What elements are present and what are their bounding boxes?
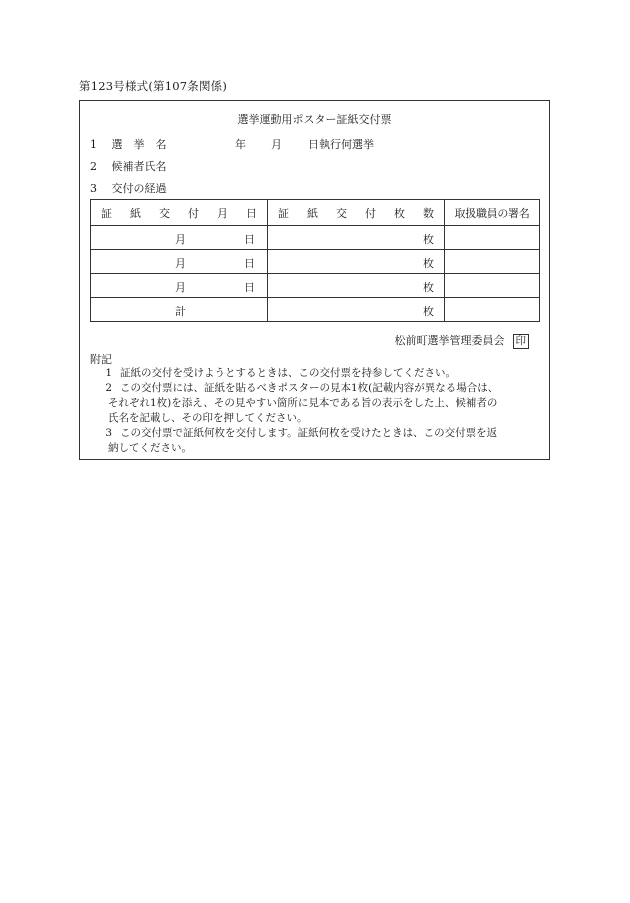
committee-name: 松前町選挙管理委員会 [394,334,505,347]
note-text: この交付票には、証紙を貼るべきポスターの見本1枚(記載内容が異なる場合は、 [120,382,499,394]
header-char: 交 [336,206,347,220]
month-unit: 月 [175,233,186,246]
note-item [90,366,545,381]
note-text: 証紙の交付を受けようとするときは、この交付票を持参してください。 [120,367,456,379]
date-cell [91,226,268,250]
note-text: 納してください。 [108,442,192,454]
process-number: 3 [90,182,97,195]
election-field [90,136,374,152]
table-row [91,226,540,250]
month-label: 月 [271,138,282,151]
header-char: 紙 [130,206,141,220]
header-char: 証 [278,206,289,220]
note-item [90,426,545,456]
date-cell [91,274,268,298]
committee-line [395,332,530,349]
seal-stamp: 印 [513,334,530,349]
header-char: 付 [365,206,376,220]
total-label-cell [91,298,268,322]
year-label: 年 [235,138,246,151]
sheet-unit: 枚 [423,233,434,246]
signature-cell [445,226,540,250]
total-signature-cell [445,298,540,322]
note-number: 3 [105,427,112,439]
note-item [90,381,545,426]
header-char: 付 [188,206,199,220]
sheet-unit: 枚 [423,305,434,318]
day-unit: 日 [244,281,255,294]
day-unit: 日 [244,257,255,270]
document-title: 選挙運動用ポスター証紙交付票 [237,113,392,126]
count-cell [268,226,445,250]
ticket-frame [79,100,550,460]
table-row [91,274,540,298]
process-field [90,180,167,196]
header-issue-count [268,200,445,226]
note-text: この交付票で証紙何枚を交付します。証紙何枚を受けたときは、この交付票を返 [120,427,498,439]
candidate-field [90,158,167,174]
candidate-label: 候補者氏名 [111,160,167,173]
header-char: 日 [246,206,257,220]
day-unit: 日 [244,233,255,246]
header-char: 紙 [307,206,318,220]
header-char: 枚 [394,206,405,220]
header-char: 証 [101,206,112,220]
header-char: 数 [423,206,434,220]
sheet-unit: 枚 [423,257,434,270]
header-signature: 取扱職員の署名 [445,200,540,226]
election-day-suffix: 日執行何選挙 [308,138,374,151]
note-text: それぞれ1枚)を添え、その見やすい箇所に見本である旨の表示をした上、候補者の [108,397,498,409]
month-unit: 月 [175,257,186,270]
notes-heading: 附記 [90,353,112,366]
signature-cell [445,274,540,298]
table-row [91,250,540,274]
total-label: 計 [175,305,186,318]
month-unit: 月 [175,281,186,294]
table-header-row [91,200,540,226]
election-label: 選挙名 [111,138,178,151]
sheet-unit: 枚 [423,281,434,294]
note-number: 2 [105,382,112,394]
header-issue-date [91,200,268,226]
election-number: 1 [90,138,97,151]
total-row [91,298,540,322]
candidate-number: 2 [90,160,97,173]
signature-cell [445,250,540,274]
total-count-cell [268,298,445,322]
note-text: 氏名を記載し、その印を押してください。 [108,412,308,424]
count-cell [268,250,445,274]
header-char: 交 [159,206,170,220]
form-number: 第123号様式(第107条関係) [79,79,228,93]
count-cell [268,274,445,298]
header-char: 月 [217,206,228,220]
issuance-table [90,199,540,322]
note-number: 1 [105,367,112,379]
process-label: 交付の経過 [111,182,167,195]
date-cell [91,250,268,274]
